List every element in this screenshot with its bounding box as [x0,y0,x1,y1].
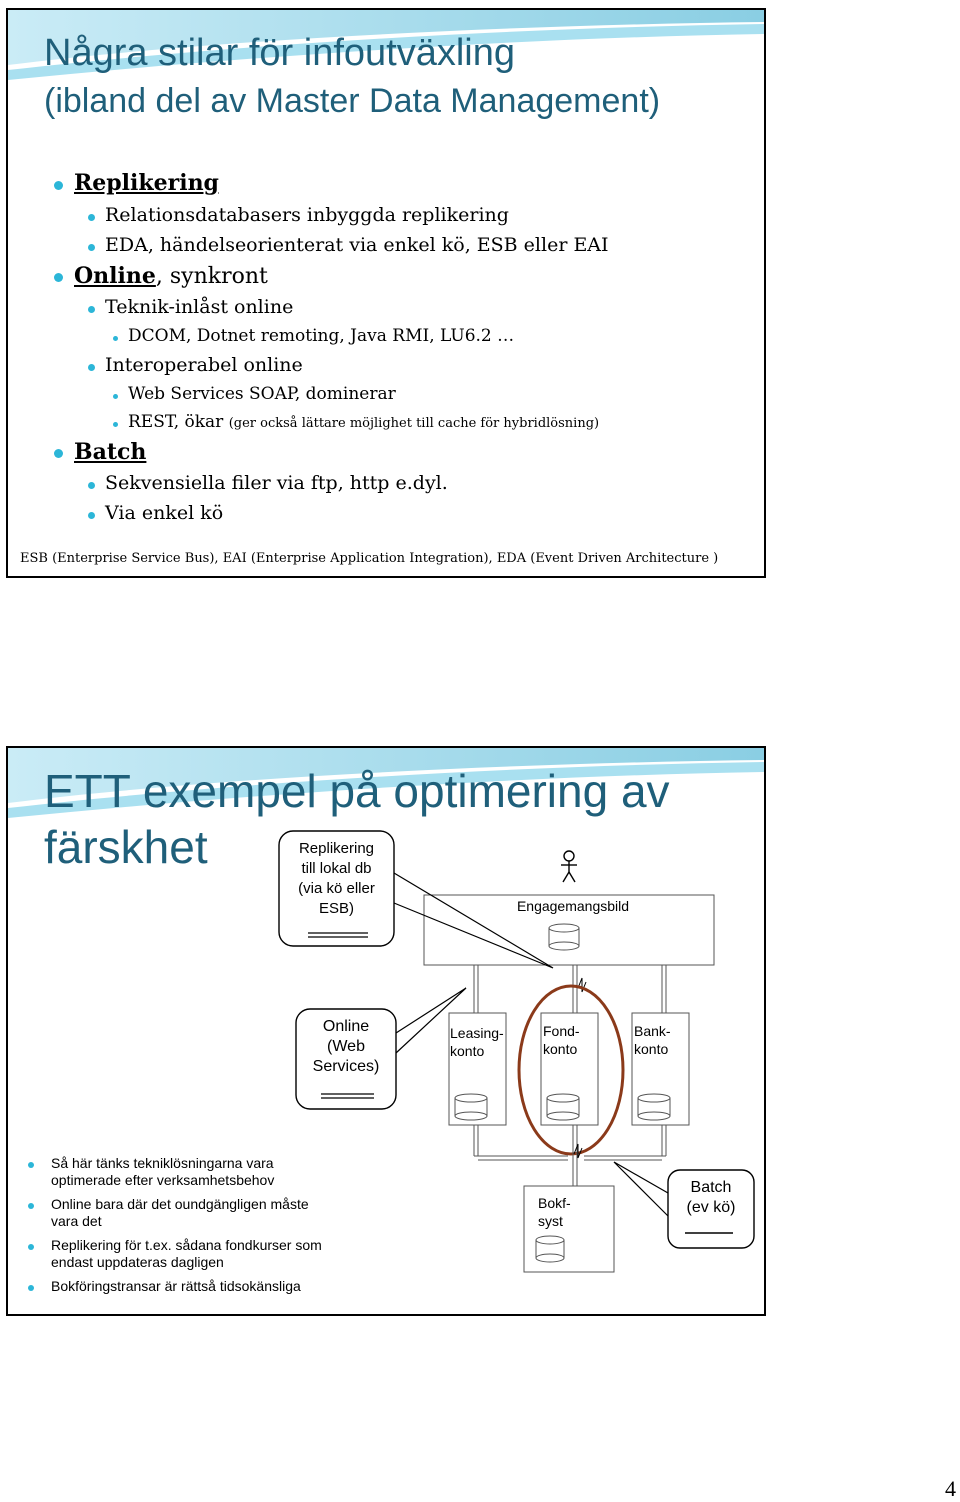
database-icon [536,1236,564,1262]
slide-replication-styles [6,8,766,578]
fond-konto-label: Fond- konto [543,1023,580,1057]
page-number: 4 [945,1476,956,1501]
bullet-item-4: Bokföringstransar är rättså tidsokänsliga [51,1278,301,1294]
database-icon [638,1094,670,1120]
bullet-dot [88,364,95,371]
bullet-rep-sub1: Relationsdatabasers inbyggda replikering [105,204,509,226]
bullet-online: Online, synkront [74,263,268,289]
slide-title-line2: (ibland del av Master Data Management) [44,82,661,120]
slide-title-line2: färskhet [44,821,208,873]
bullet-dot [54,181,63,190]
bullet-dot [28,1244,34,1250]
bullet-dot [54,273,63,282]
bullet-item-1: Så här tänks tekniklösningarna vara optimerade efter verksamhetsbehov [51,1155,275,1188]
bullet-teknik: Teknik-inlåst online [105,296,294,318]
bullet-interop: Interoperabel online [105,354,303,376]
slide-title-line1: Några stilar för infoutväxling [44,32,515,74]
bullet-dot [88,214,95,221]
bullet-dot [88,482,95,489]
slide-footnote: ESB (Enterprise Service Bus), EAI (Enterprise Application Integration), EDA (Event Driven Architecture ) [20,551,719,566]
bullet-dot [88,244,95,251]
bullet-dot [88,306,95,313]
callout-replikering-text: Replikering till lokal db (via kö eller ESB) [298,840,375,917]
user-icon [561,851,577,882]
bokf-syst-label: Bokf- syst [538,1195,571,1229]
bullet-item-3: Replikering för t.ex. sådana fondkurser som endast uppdateras dagligen [51,1237,322,1270]
slide-title-line1: ETT exempel på optimering av [44,765,670,817]
bullet-item-2: Online bara där det oundgängligen måste vara det [51,1196,309,1229]
bullet-dot [28,1285,34,1291]
bullet-rep-sub2: EDA, händelseorienterat via enkel kö, ESB eller EAI [105,234,609,256]
bullet-dot [113,336,118,341]
bullet-dot [113,394,118,399]
engagemangsbild-label: Engagemangsbild [516,898,630,914]
database-icon [549,924,579,950]
bullet-batch-sub1: Sekvensiella filer via ftp, http e.dyl. [105,472,448,494]
connector-lines [474,965,666,1013]
callout-online-text: Online (Web Services) [312,1018,380,1075]
bullet-batch-sub2: Via enkel kö [105,502,224,524]
bullet-replikering: Replikering [74,170,219,196]
bullet-teknik-sub: DCOM, Dotnet remoting, Java RMI, LU6.2 … [128,326,515,346]
bullet-dot [54,449,63,458]
bullet-interop-sub1: Web Services SOAP, dominerar [128,384,396,404]
callout-batch-text: Batch (ev kö) [686,1179,736,1216]
bullet-dot [113,422,118,427]
database-icon [547,1094,579,1120]
slide-freshness-example [6,746,766,1316]
bullet-batch: Batch [74,439,147,465]
bullet-dot [28,1203,34,1209]
bullet-dot [28,1162,34,1168]
database-icon [455,1094,487,1120]
bullet-interop-sub2: REST, ökar (ger också lättare möjlighet till cache för hybridlösning) [128,412,600,432]
bullet-dot [88,512,95,519]
bank-konto-label: Bank- konto [634,1023,671,1057]
leasing-konto-label: Leasing- konto [450,1025,504,1059]
